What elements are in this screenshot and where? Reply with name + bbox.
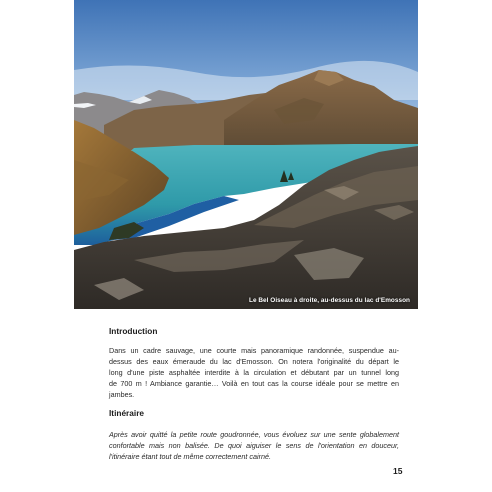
itineraire-paragraph [109, 429, 399, 462]
itineraire-line: confortable mais non balisée. De quoi aiguiser le sens de l'orientation en douceur, [109, 441, 399, 450]
introduction-line: long d'une piste asphaltée interdite à la circulation et débutant par un tunnel long [109, 368, 399, 377]
introduction-line: Dans un cadre sauvage, une courte mais panoramique randonnée, suspendue au- [109, 346, 399, 355]
introduction-line: dessus des eaux émeraude du lac d'Emosson. On notera l'originalité du départ le [109, 357, 399, 366]
introduction-line: de 700 m ! Ambiance garantie… Voilà en tout cas la course idéale pour se mettre en [109, 379, 399, 388]
landscape-image [74, 0, 418, 309]
itineraire-heading: Itinéraire [109, 408, 145, 418]
itineraire-line: Après avoir quitté la petite route goudronnée, vous évoluez sur une sente globalement [109, 430, 399, 439]
introduction-heading: Introduction [109, 326, 158, 336]
page-number: 15 [393, 466, 403, 476]
introduction-paragraph [109, 345, 399, 400]
landscape-photo [74, 0, 418, 309]
photo-caption: Le Bel Oiseau à droite, au-dessus du lac d'Emosson [249, 297, 410, 304]
itineraire-line: l'itinéraire étant tout de même correctement cairné. [109, 452, 271, 461]
introduction-line: jambes. [109, 390, 135, 399]
